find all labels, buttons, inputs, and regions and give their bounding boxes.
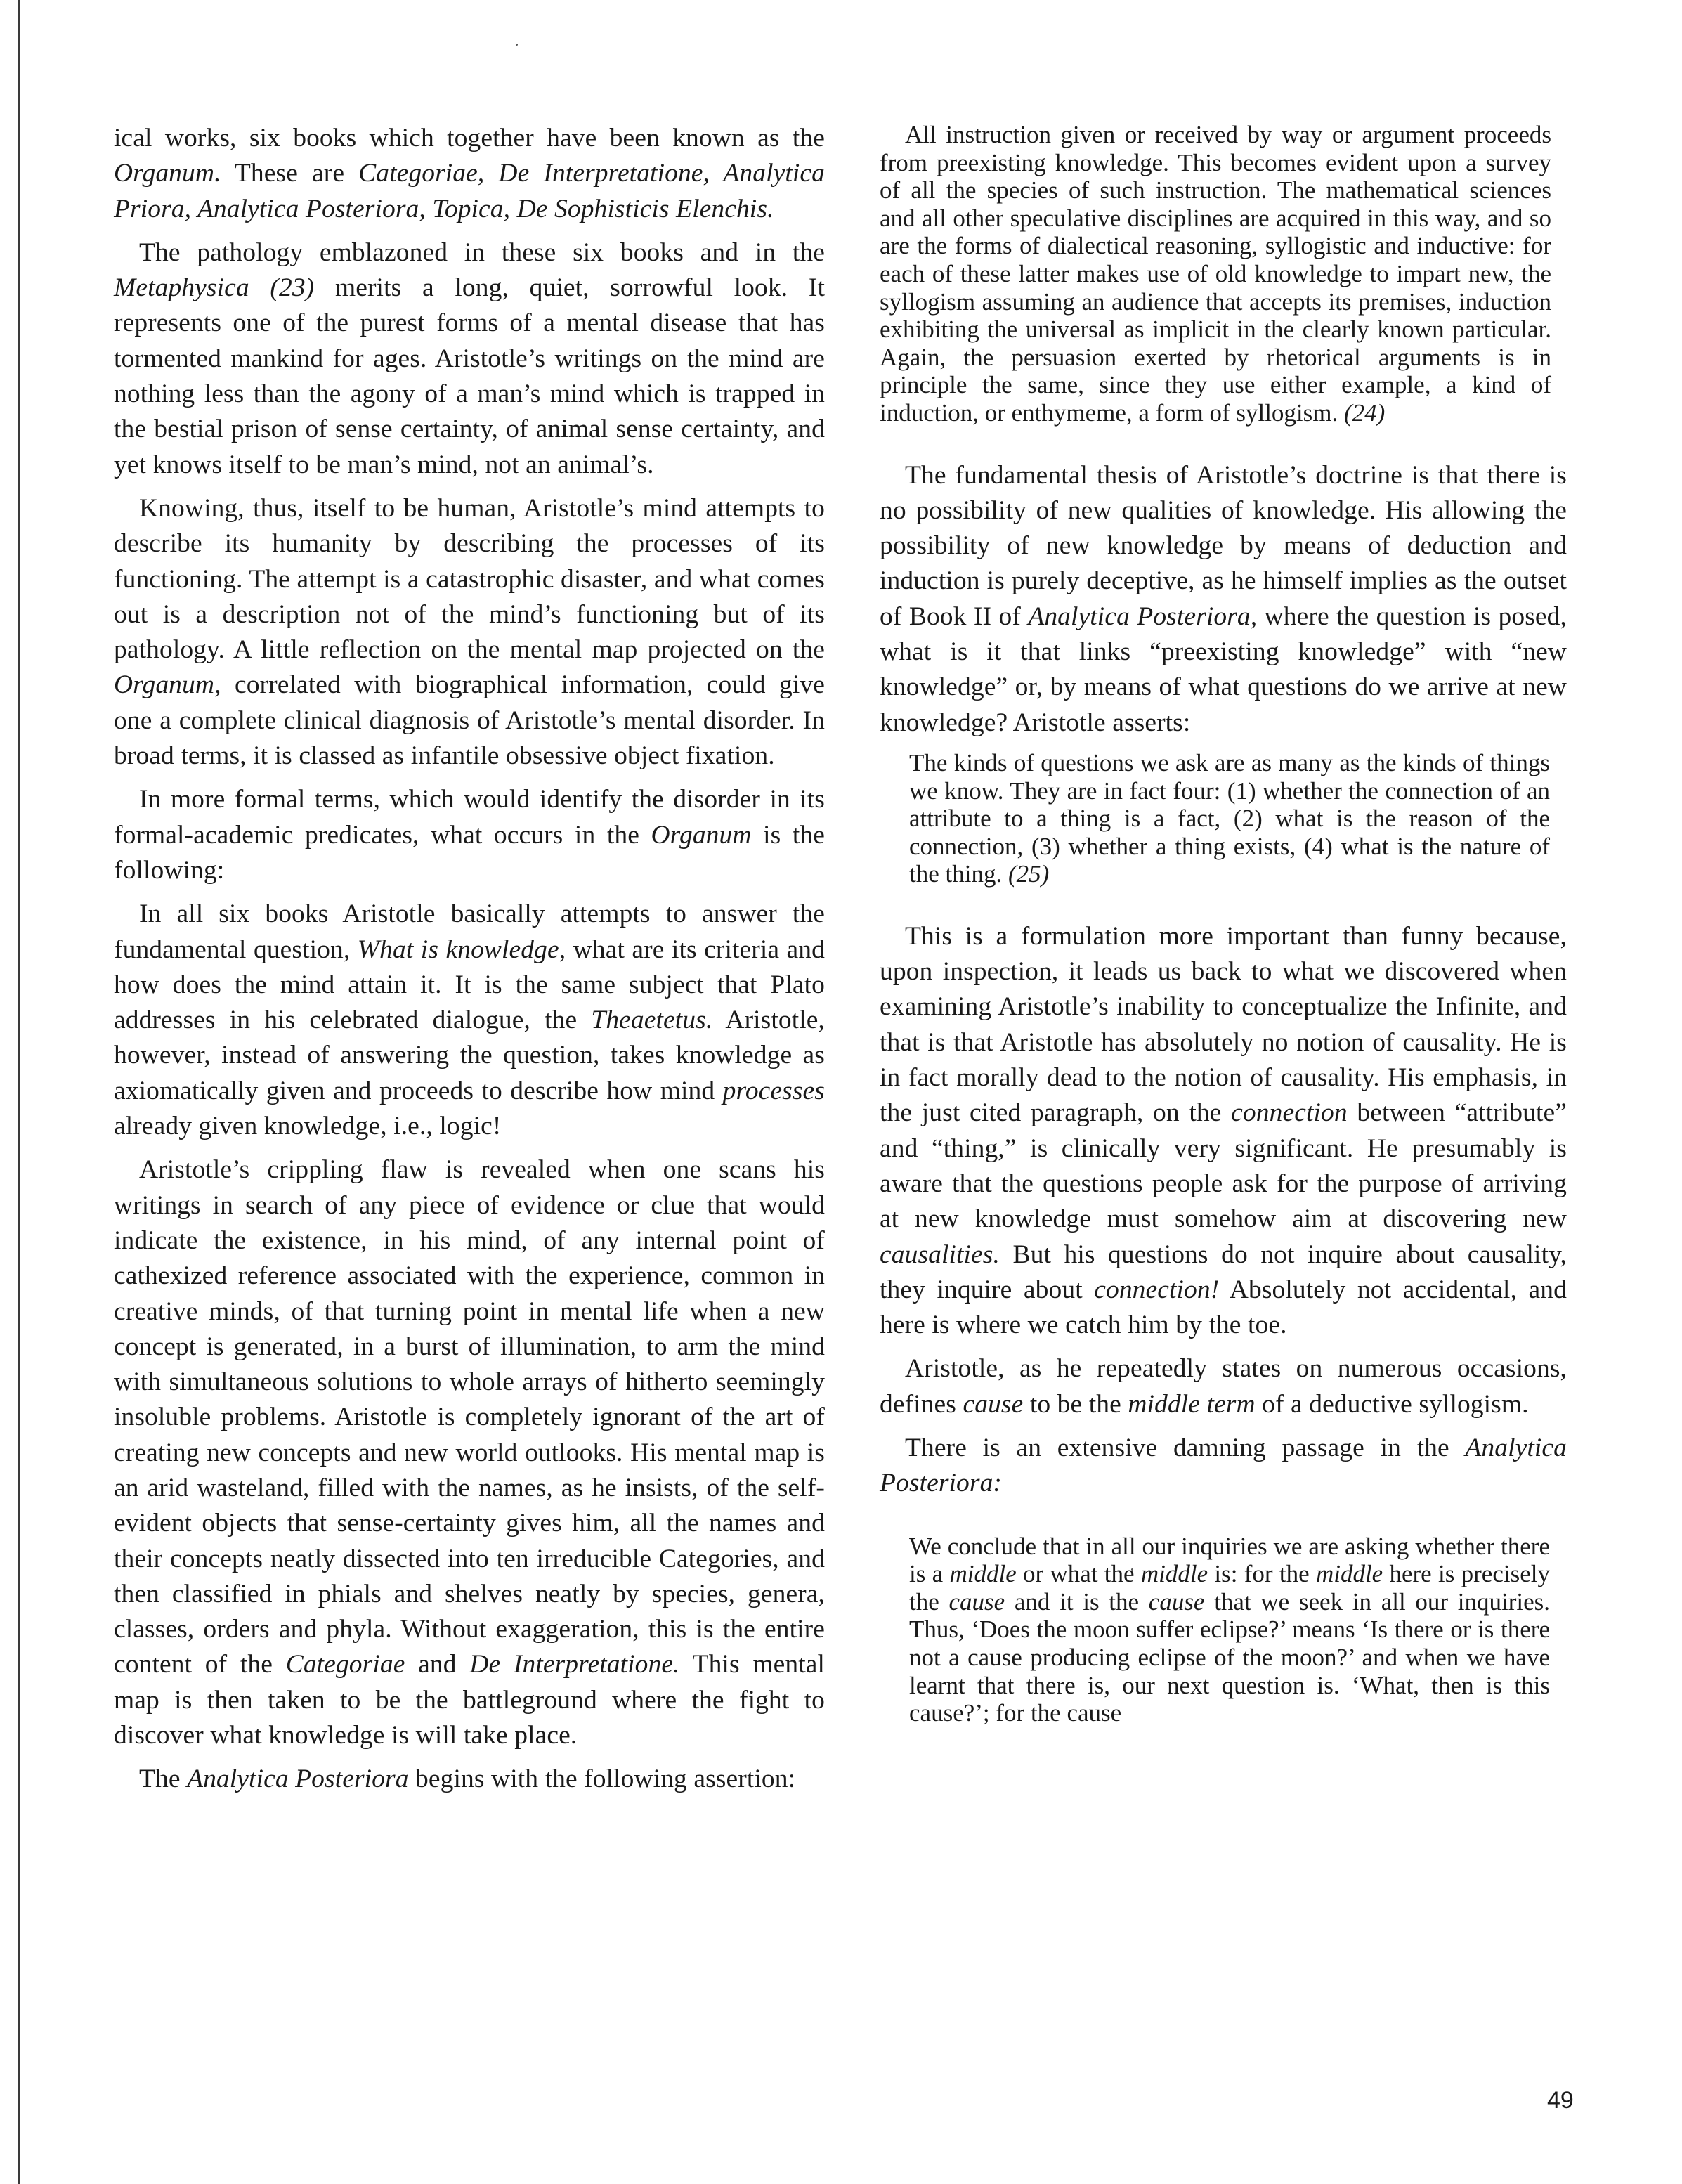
- text-run: Absolutely not accidental, and here is where we catch him by the toe.: [880, 1275, 1567, 1340]
- text-run: Knowing, thus, itself to be human, Aristotle’s mind attempts to describe its humanity by describing the processes of its functioning. The attempt is a catastrophic disaster, and what comes out is a description not of the mind’s functioning but of its pathology. A little reflection on the mental map projected on the: [114, 493, 825, 665]
- text-run: These are: [221, 159, 359, 188]
- text-run: ical works, six books which together have been known as the: [114, 124, 825, 152]
- italic-text: (25): [1008, 860, 1050, 888]
- italic-text: cause: [948, 1587, 1005, 1616]
- italic-text: De Interpretatione.: [469, 1650, 680, 1679]
- left-column: [114, 121, 825, 1806]
- paragraph: [880, 458, 1567, 741]
- paragraph: [114, 1762, 825, 1797]
- paragraph: [880, 1351, 1567, 1422]
- paragraph: [114, 1152, 825, 1753]
- text-run: The kinds of questions we ask are as many as the kinds of things we know. They are in fact four: (1) whether the connection of an attribute to a thing is a fact, (2) what is the reason of the connection, (3) whether a thing exists, (4) what is the nature of the thing.: [909, 748, 1550, 888]
- italic-text: Categoriae, De Interpretatione, Analytica Priora, Analytica Posteriora, Topica, De Sophisticis Elenchis.: [114, 159, 825, 223]
- italic-text: connection: [1231, 1098, 1348, 1128]
- italic-text: cause: [963, 1389, 1024, 1419]
- block-quote: [880, 1533, 1567, 1727]
- paragraph: [114, 897, 825, 1144]
- text-run: is the following:: [114, 820, 825, 885]
- text-run: The pathology emblazoned in these six books and in the: [139, 238, 825, 267]
- text-run: The: [139, 1764, 188, 1794]
- text-run: to be the: [1023, 1389, 1128, 1419]
- italic-text: cause: [1148, 1587, 1205, 1616]
- paragraph: [880, 919, 1567, 1344]
- text-run: This is a formulation more important than funny because, upon inspection, it leads us back to what we discovered when examining Aristotle’s inability to conceptualize the Infinite, and that is that Aristotle has absolutely no notion of causality. He is in fact morally dead to the notion of causality. His emphasis, in the just cited paragraph, on the: [880, 921, 1567, 1128]
- text-run: begins with the following assertion:: [408, 1764, 796, 1794]
- text-run: merits a long, quiet, sorrowful look. It represents one of the purest forms of a mental disease that has tormented mankind for ages. Aristotle’s writings on the mind are nothing less than the agony of a man’s mind which is trapped in the bestial prison of sense certainty, of animal sense certainty, and yet knows itself to be man’s mind, not an animal’s.: [114, 273, 825, 479]
- italic-text: What is knowledge,: [357, 935, 566, 964]
- italic-text: middle: [1140, 1560, 1208, 1588]
- text-run: what are its criteria and how does the mind attain it. It is the same subject that Plato addresses in his celebrated dialogue, the: [114, 935, 825, 1035]
- text-run: This mental map is then taken to be the battleground where the fight to discover what knowledge is will take place.: [114, 1650, 825, 1750]
- text-run: between “attribute” and “thing,” is clinically very significant. He presumably is aware that the questions people ask for the purpose of arriving at new knowledge must somehow aim at discovering new: [880, 1098, 1567, 1234]
- text-run: Aristotle, as he repeatedly states on numerous occasions, defines: [880, 1354, 1567, 1419]
- text-run: where the question is posed, what is it that links “preexisting knowledge” with “new knowledge” or, by means of what questions do we arrive at new knowledge? Aristotle asserts:: [880, 602, 1567, 737]
- text-run: that we seek in all our inquiries. Thus, ‘Does the moon suffer eclipse?’ means ‘Is there or is there not a cause producing eclipse of the moon?’ and when we have learnt that there is, our next question is. ‘What, then is this cause?’; for the cause: [909, 1587, 1550, 1727]
- italic-text: Organum.: [114, 159, 221, 188]
- paragraph: [114, 782, 825, 888]
- right-column: [880, 121, 1567, 1758]
- text-run: In more formal terms, which would identify the disorder in its formal-academic predicates, what occurs in the: [114, 785, 825, 850]
- paragraph: [114, 121, 825, 227]
- italic-text: middle: [1315, 1560, 1383, 1588]
- text-run: Aristotle, however, instead of answering the question, takes knowledge as axiomatically given and proceeds to describe how mind: [114, 1006, 825, 1105]
- text-run: We conclude that in all our inquiries we are asking whether there is a: [909, 1532, 1550, 1588]
- text-run: and: [405, 1650, 470, 1679]
- page-edge-line: [18, 0, 20, 2184]
- block-quote: [880, 121, 1567, 427]
- text-run: here is precisely the: [909, 1560, 1550, 1616]
- italic-text: Organum: [651, 820, 752, 850]
- italic-text: (24): [1344, 398, 1386, 427]
- italic-text: Metaphysica (23): [114, 273, 315, 303]
- italic-text: middle term: [1128, 1389, 1256, 1419]
- text-run: In all six books Aristotle basically attempts to answer the fundamental question,: [114, 899, 825, 964]
- italic-text: Analytica Posteriora: [187, 1764, 409, 1794]
- text-run: The fundamental thesis of Aristotle’s doctrine is that there is no possibility of new qualities of knowledge. His allowing the possibility of new knowledge by means of deduction and induction is purely deceptive, as he himself implies as the outset of Book II of: [880, 460, 1567, 631]
- italic-text: Analytica Posteriora:: [880, 1434, 1567, 1498]
- page-number: 49: [1547, 2087, 1574, 2114]
- text-run: of a deductive syllogism.: [1255, 1389, 1529, 1419]
- text-run: correlated with biographical information, could give one a complete clinical diagnosis of Aristotle’s mental disorder. In broad terms, it is classed as infantile obsessive object fixation.: [114, 670, 825, 771]
- text-run: Aristotle’s crippling flaw is revealed when one scans his writings in search of any piece of evidence or clue that would indicate the existence, in his mind, of any internal point of cathexized reference associated with the experience, common in creative minds, of that turning point in mental life when a new concept is generated, in a burst of illumination, to arm the mind with simultaneous solutions to whole arrays of hitherto seemingly insoluble problems. Aristotle is completely ignorant of the art of creating new concepts and new world outlooks. His mental map is an arid wasteland, filled with the names, as he insists, of the self-evident objects that sense-certainty gives him, all the names and their concepts neatly dissected into ten irreducible Categories, and then classified in phials and shelves neatly by species, genera, classes, orders and phyla. Without exaggeration, this is the entire content of the: [114, 1155, 825, 1679]
- text-run: There is an extensive damning passage in the: [905, 1434, 1466, 1463]
- italic-text: processes: [722, 1076, 825, 1105]
- italic-text: Organum,: [114, 670, 221, 700]
- italic-text: connection!: [1094, 1275, 1220, 1304]
- paragraph: [880, 1431, 1567, 1502]
- text-run: But his questions do not inquire about causality, they inquire about: [880, 1240, 1567, 1304]
- block-quote: [880, 749, 1567, 888]
- text-run: is: for the: [1208, 1560, 1316, 1588]
- text-run: already given knowledge, i.e., logic!: [114, 1112, 502, 1141]
- italic-text: Categoriae: [285, 1650, 405, 1679]
- scan-speck: [516, 44, 518, 46]
- italic-text: Theaetetus.: [591, 1006, 713, 1035]
- paragraph: [114, 491, 825, 774]
- paragraph: [114, 235, 825, 483]
- text-run: or what the: [1016, 1560, 1141, 1588]
- text-run: and it is the: [1005, 1587, 1149, 1616]
- italic-text: Analytica Posteriora,: [1028, 602, 1258, 631]
- italic-text: middle: [949, 1560, 1017, 1588]
- text-run: All instruction given or received by way or argument proceeds from preexisting knowledge. This becomes evident upon a survey of all the species of such instruction. The mathematical sciences and all other speculative disciplines are acquired in this way, and so are the forms of dialectical reasoning, syllogistic and inductive: for each of these latter makes use of old knowledge to impart new, the syllogism assuming an audience that accepts its premises, induction exhibiting the universal as implicit in the clearly known particular. Again, the persuasion exerted by rhetorical arguments is in principle the same, since they use either example, a kind of induction, or enthymeme, a form of syllogism.: [880, 121, 1551, 427]
- italic-text: causalities.: [880, 1240, 1000, 1269]
